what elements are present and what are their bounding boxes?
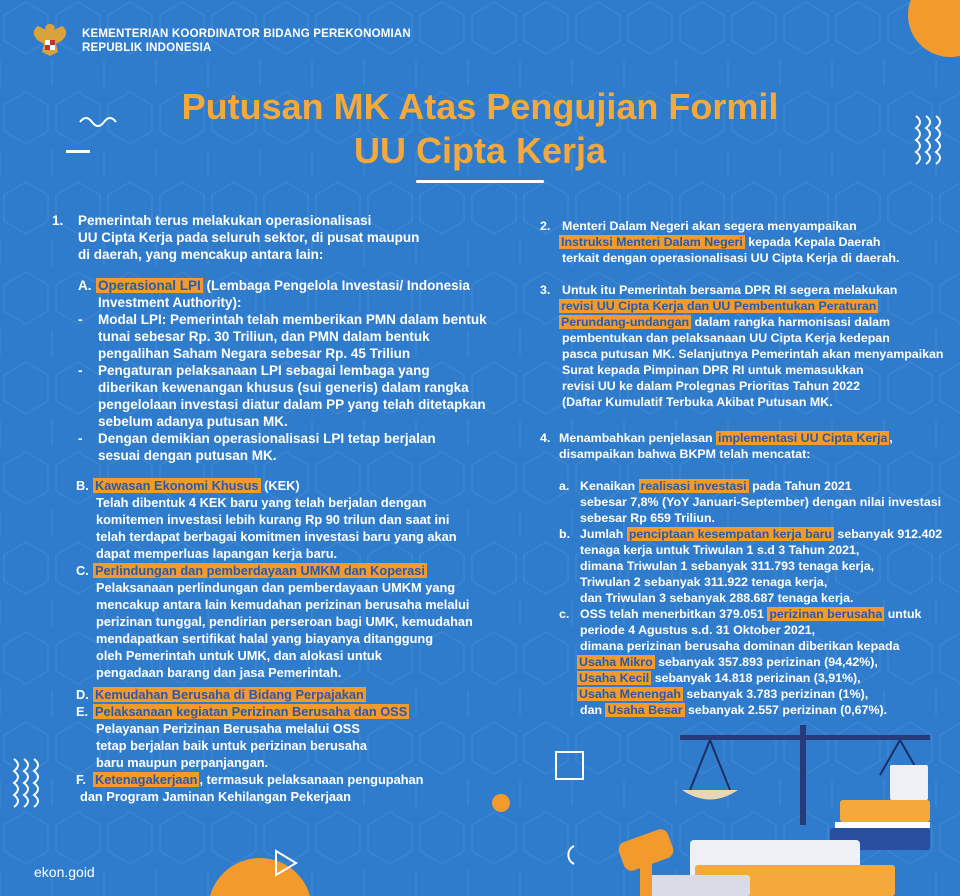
item-c-line-6: pengadaan barang dan jasa Pemerintah. [96,665,342,680]
point-3-line-8: (Daftar Kumulatif Terbuka Akibat Putusan MK. [562,395,833,409]
item-c-highlight-text: Perlindungan dan pemberdayaan UMKM dan Koperasi [95,563,425,578]
bullet-3-line-1: Dengan demikian operasionalisasi LPI tetap berjalan [98,431,436,446]
item-b-rest: (KEK) [260,478,300,493]
item-a-rest: (Lembaga Pengelola Investasi/ Indonesia [202,278,470,293]
sub-c-pre: OSS telah menerbitkan 379.051 [580,607,768,621]
item-b-line-1: Telah dibentuk 4 KEK baru yang telah berjalan dengan [96,495,427,510]
item-b-label: B. [76,478,89,493]
point-3-number: 3. [540,283,551,297]
item-e-line-1: Pelayanan Perizinan Berusaha melalui OSS [96,721,360,736]
bullet-1-line-2: tunai sebesar Rp. 30 Triliun, dan PMN dalam bentuk [98,329,430,344]
point-4-line-1 [559,430,893,446]
ministry-line-1: KEMENTERIAN KOORDINATOR BIDANG PEREKONOMIAN [82,28,411,40]
sub-c-highlight: perizinan berusaha [769,607,883,621]
sub-b-pre: Jumlah [580,527,627,541]
item-f-label: F. [76,772,86,787]
sub-c-label-text: c. [559,607,570,621]
point-3-rest: dalam rangka harmonisasi dalam [691,315,891,329]
sub-b-line-2: tenaga kerja untuk Triwulan 1 s.d 3 Tahun 2021, [580,543,860,557]
item-f-rest: , termasuk pelaksanaan pengupahan [199,772,424,787]
point-3-line-6: Surat kepada Pimpinan DPR RI untuk memasukkan [562,363,864,377]
point-1-line-2: UU Cipta Kerja pada seluruh sektor, di pusat maupun [78,230,420,245]
footer-site-link[interactable]: ekon.goid [34,864,95,880]
sub-c-line-3: dimana perizinan berusaha dominan diberikan kepada [580,639,900,653]
point-3-line-4: pembentukan dan pelaksanaan UU Cipta Kerja kedepan [562,331,890,345]
usaha-mikro-row [577,654,878,670]
item-d-label: D. [76,687,89,702]
item-a-line-2: Investment Authority): [98,295,242,310]
bullet-2-line-1: Pengaturan pelaksanaan LPI sebagai lembaga yang [98,363,430,378]
bullet-dash: - [78,431,83,446]
usaha-besar-rest: sebanyak 2.557 perizinan (0,67%). [684,703,888,717]
bullet-dash: - [78,312,83,327]
sub-b-highlight: penciptaan kesempatan kerja baru [628,527,832,541]
title-line-2: UU Cipta Kerja [353,130,607,171]
usaha-mikro-highlight: Usaha Mikro [579,655,653,669]
sub-a-line-2: sebesar 7,8% (YoY Januari-September) dengan nilai investasi [580,495,942,509]
sub-b-post: sebanyak 912.402 [833,527,943,541]
point-4-post: , [889,431,893,445]
item-b-line-2: komitemen investasi lebih kurang Rp 90 trilun dan saat ini [96,512,450,527]
item-a-label: A. [78,278,92,293]
point-4-highlight: implementasi UU Cipta Kerja [718,431,888,445]
point-2-line-2 [559,234,880,250]
point-4-pre: Menambahkan penjelasan [559,431,717,445]
sub-a-line-3: sebesar Rp 659 Triliun. [580,511,715,525]
point-2-number: 2. [540,219,551,233]
point-1-line-3: di daerah, yang mencakup antara lain: [78,247,324,262]
point-3-line-7: revisi UU ke dalam Prolegnas Prioritas Tahun 2022 [562,379,860,393]
sub-b-line-4: Triwulan 2 sebanyak 311.922 tenaga kerja, [580,575,828,589]
item-e-label: E. [76,704,89,719]
item-c-line-1: Pelaksanaan perlindungan dan pemberdayaan UMKM yang [96,580,456,595]
usaha-besar-pre: dan [580,703,606,717]
point-1-line-1: Pemerintah terus melakukan operasionalisasi [78,213,372,228]
item-c-line-4: mendapatkan sertifikat halal yang biayanya ditanggung [96,631,434,646]
sub-a-post: pada Tahun 2021 [748,479,852,493]
sub-a-label: a. [559,479,570,493]
sub-c-line-2: periode 4 Agustus s.d. 31 Oktober 2021, [580,623,816,637]
usaha-menengah-row [577,686,868,702]
item-b-highlight: Kawasan Ekonomi Khusus [95,478,259,493]
item-d-highlight-text: Kemudahan Berusaha di Bidang Perpajakan [95,687,364,702]
item-c-line-2: mencakup antara lain kemudahan perizinan berusaha melalui [96,597,470,612]
bullet-2-line-3: pengelolaan investasi diatur dalam PP yang telah ditetapkan [98,397,486,412]
usaha-menengah-highlight: Usaha Menengah [579,687,681,701]
sub-a-line-1 [580,478,852,494]
bullet-2-line-2: diberikan kewenangan khusus (sui generis) dalam rangka [98,380,469,395]
bullet-1-line-1: Modal LPI: Pemerintah telah memberikan PMN dalam bentuk [98,312,487,327]
bullet-2-line-4: sebelum adanya putusan MK. [98,414,288,429]
sub-b-line-3: dimana Triwulan 1 sebanyak 311.793 tenaga kerja, [580,559,875,573]
bullet-1-line-3: pengalihan Saham Negara sebesar Rp. 45 Triliun [98,346,411,361]
bullet-dash: - [78,363,83,378]
item-b-line-4: dapat memperluas lapangan kerja baru. [96,546,338,561]
point-3-highlight-2: Perundang-undangan [561,315,690,329]
sub-c-line-1 [580,606,921,622]
sub-a-pre: Kenaikan [580,479,639,493]
point-3-line-5: pasca putusan MK. Selanjutnya Pemerintah akan menyampaikan [562,347,944,361]
point-3-line-3 [559,314,890,330]
point-3-highlight-1: revisi UU Cipta Kerja dan UU Pembentukan Peraturan [561,299,877,313]
point-1-number: 1. [52,213,64,228]
item-e-line-3: baru maupun perpanjangan. [96,755,269,770]
item-f-line-2: dan Program Jaminan Kehilangan Pekerjaan [80,789,351,804]
item-c-label: C. [76,563,89,578]
usaha-mikro-rest: sebanyak 357.893 perizinan (94,42%), [654,655,878,669]
sub-b-line-5: dan Triwulan 3 sebanyak 288.687 tenaga kerja. [580,591,854,605]
sub-b-label: b. [559,527,571,541]
item-c-line-3: perizinan tunggal, pendirian perseroan bagi UMK, kemudahan [96,614,473,629]
sub-b-line-1 [580,526,942,542]
point-2-line-3: terkait dengan operasionalisasi UU Cipta Kerja di daerah. [562,251,900,265]
point-3-line-2 [559,298,878,314]
usaha-kecil-rest: sebanyak 14.818 perizinan (3,91%), [651,671,861,685]
bullet-3-line-2: sesuai dengan putusan MK. [98,448,277,463]
point-2-rest: kepada Kepala Daerah [744,235,881,249]
point-2-line-1: Menteri Dalam Negeri akan segera menyampaikan [562,219,857,233]
usaha-besar-row [580,702,887,718]
point-2-highlight: Instruksi Menteri Dalam Negeri [561,235,743,249]
usaha-menengah-rest: sebanyak 3.783 perizinan (1%), [682,687,869,701]
usaha-kecil-highlight: Usaha Kecil [579,671,650,685]
title-line-1: Putusan MK Atas Pengujian Formil [181,86,779,127]
point-4-line-2: disampaikan bahwa BKPM telah mencatat: [559,447,811,461]
item-c-line-5: oleh Pemerintah untuk UMK, dan alokasi untuk [96,648,382,663]
sub-a-highlight: realisasi investasi [640,479,747,493]
sub-c-post: untuk [884,607,922,621]
item-e-highlight-text: Pelaksanaan kegiatan Perizinan Berusaha dan OSS [95,704,408,719]
item-f-highlight: Ketenagakerjaan [95,772,198,787]
ministry-line-2: REPUBLIK INDONESIA [82,42,212,54]
usaha-kecil-row [577,670,861,686]
item-b-line-3: telah terdapat berbagai komitmen investasi baru yang akan [96,529,457,544]
point-3-line-1: Untuk itu Pemerintah bersama DPR RI segera melakukan [562,283,898,297]
usaha-besar-highlight: Usaha Besar [607,703,683,717]
point-4-number: 4. [540,431,551,445]
item-a-highlight: Operasional LPI [98,278,201,293]
item-e-line-2: tetap berjalan baik untuk perizinan berusaha [96,738,367,753]
